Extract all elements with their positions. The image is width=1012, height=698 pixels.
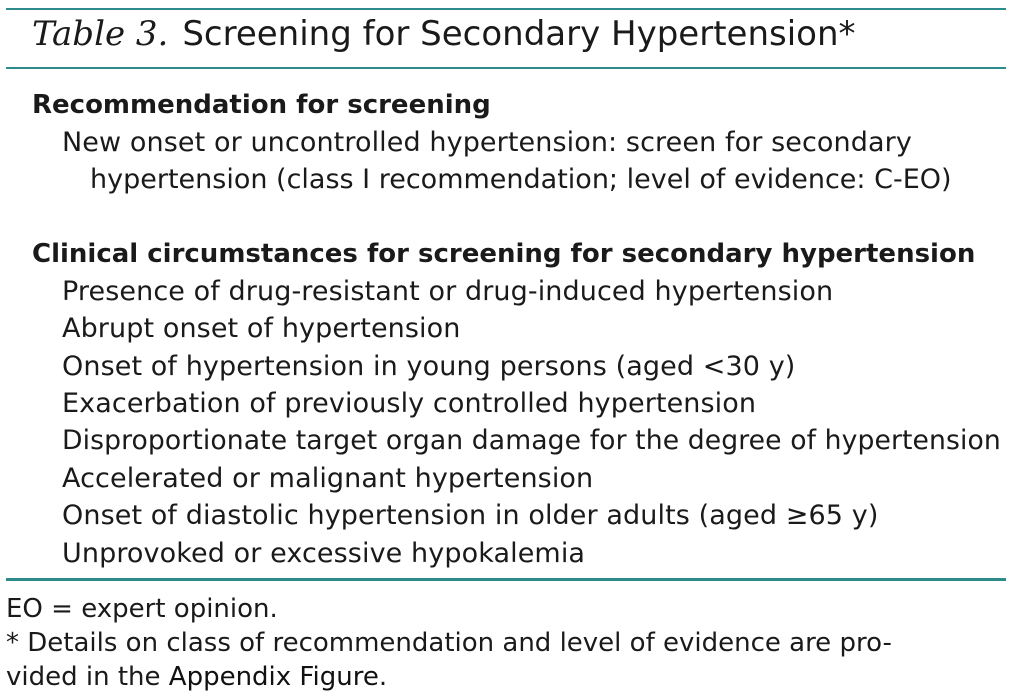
footnote-star-suffix: . <box>378 662 388 692</box>
list-item: Abrupt onset of hypertension <box>62 313 461 344</box>
footnote-star-line-1: * Details on class of recommendation and level of evidence are pro- <box>6 628 892 658</box>
list-item: Presence of drug-resistant or drug-induced hypertension <box>62 276 834 307</box>
list-item: Disproportionate target organ damage for the degree of hypertension <box>62 425 1001 456</box>
table-title <box>32 14 856 54</box>
list-item: Unprovoked or excessive hypokalemia <box>62 538 586 569</box>
list-item: Exacerbation of previously controlled hypertension <box>62 388 757 419</box>
footnote-eo: EO = expert opinion. <box>6 594 278 624</box>
appendix-figure-link[interactable]: Appendix Figure <box>168 662 379 692</box>
section-heading-recommendation: Recommendation for screening <box>32 90 491 120</box>
table-number: Table 3. <box>32 14 169 54</box>
footnote-star-line-2 <box>6 660 387 694</box>
footnote-star-prefix: vided in the <box>6 662 169 692</box>
list-item: Onset of diastolic hypertension in older adults (aged ≥65 y) <box>62 500 879 531</box>
footer-rule <box>6 578 1006 581</box>
top-rule <box>6 8 1006 10</box>
recommendation-line-1: New onset or uncontrolled hypertension: screen for secondary <box>62 127 912 158</box>
table-title-text: Screening for Secondary Hypertension* <box>182 14 856 54</box>
list-item: Onset of hypertension in young persons (aged <30 y) <box>62 351 796 382</box>
recommendation-line-2: hypertension (class I recommendation; level of evidence: C-EO) <box>90 164 952 195</box>
section-heading-circumstances: Clinical circumstances for screening for secondary hypertension <box>32 239 976 269</box>
header-rule <box>6 67 1006 69</box>
list-item: Accelerated or malignant hypertension <box>62 463 594 494</box>
